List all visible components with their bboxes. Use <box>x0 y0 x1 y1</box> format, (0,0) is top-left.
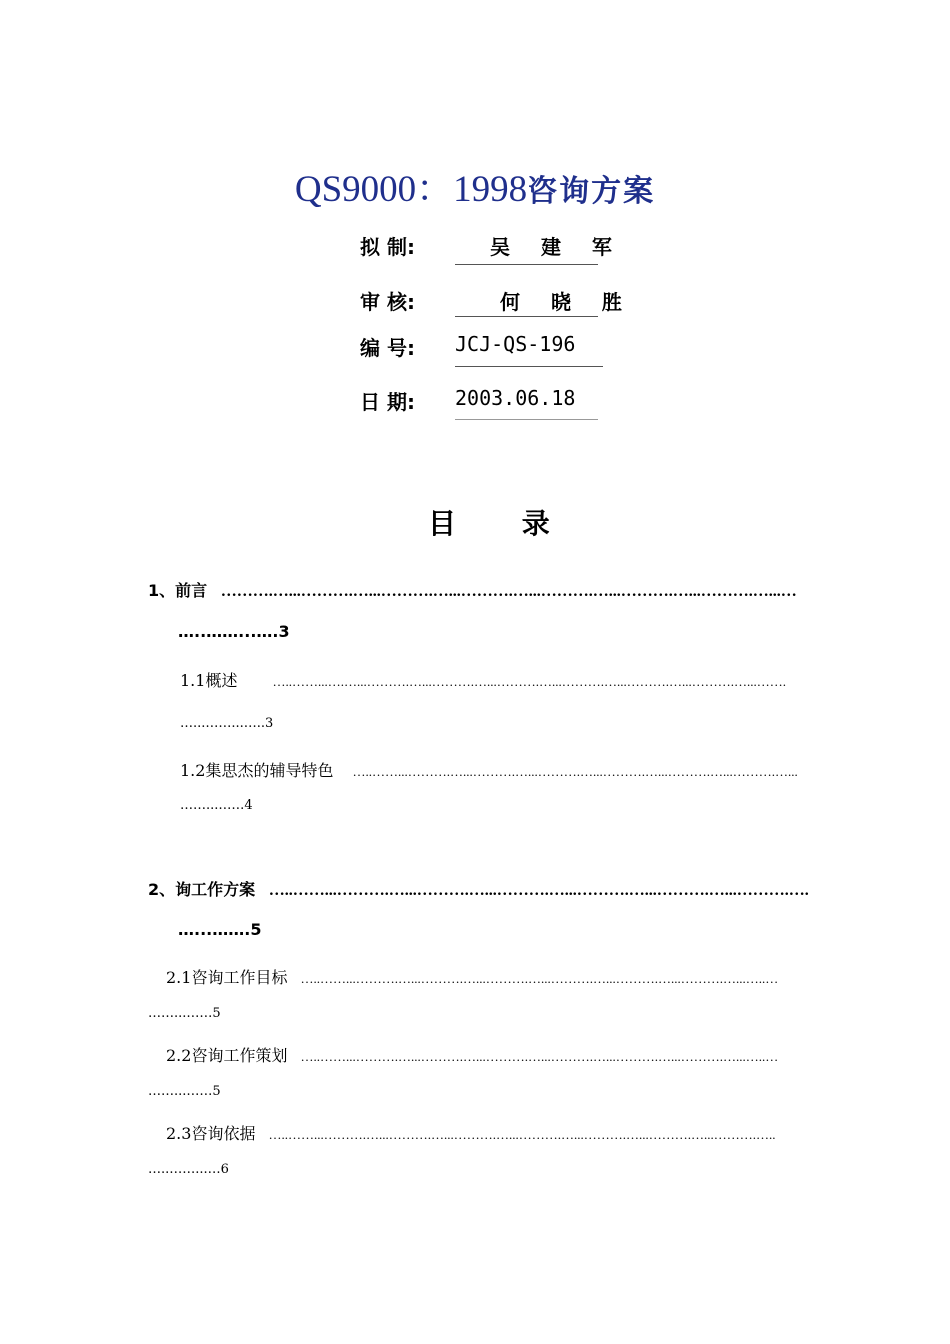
toc-entry-2-2-leader: …..……...……….…...……….…...……….…...……….…...……….…...……….…...…..… <box>300 1049 779 1064</box>
toc-entry-1[interactable] <box>148 578 797 601</box>
toc-entry-1-2-page: ……...……4 <box>180 798 253 813</box>
title-code: QS9000：1998 <box>294 169 528 210</box>
toc-entry-2-1-leader: …..……...……….…...……….…...……….…...……….…...……….…...……….…...…..… <box>300 971 779 986</box>
toc-entry-2-page: …...…….5 <box>178 920 262 939</box>
toc-entry-1-2[interactable] <box>180 758 798 781</box>
number-label: 编 号: <box>360 336 415 360</box>
toc-entry-2-1[interactable] <box>166 965 778 988</box>
toc-entry-1-2-label: 1.2集思杰的辅导特色 <box>180 761 334 780</box>
title-text: 咨询方案 <box>527 174 656 209</box>
toc-entry-1-1[interactable] <box>180 668 786 691</box>
toc-entry-2-1-label: 2.1咨询工作目标 <box>166 968 288 987</box>
toc-entry-2-2-label: 2.2咨询工作策划 <box>166 1046 288 1065</box>
toc-entry-1-page: …..……...….3 <box>178 622 290 641</box>
toc-entry-1-1-page: …...……...…..3 <box>180 716 274 731</box>
drafter-underline <box>455 264 598 265</box>
drafter-value: 吴 建 军 <box>490 235 624 259</box>
toc-entry-2-1-page: ……...……5 <box>148 1006 221 1021</box>
toc-entry-1-1-leader: …..……...….…...……….…...……….…...……….…...……….…...……….…...……….…...……. <box>272 674 787 689</box>
date-underline <box>455 419 598 420</box>
toc-entry-1-leader: ……….…...……….…...……….…...……….…...……….…...……….…...……….…...… <box>220 583 797 600</box>
date-label: 日 期: <box>360 390 415 414</box>
date-value: 2003.06.18 <box>455 386 576 410</box>
reviewer-underline <box>455 316 598 317</box>
number-value: JCJ-QS-196 <box>455 332 576 356</box>
toc-title: 目 录 <box>428 507 578 540</box>
toc-entry-2-2[interactable] <box>166 1043 778 1066</box>
toc-entry-2-3[interactable] <box>166 1121 776 1144</box>
toc-entry-2-label: 2、询工作方案 <box>148 880 256 899</box>
reviewer-label: 审 核: <box>360 290 415 314</box>
reviewer-value: 何 晓 胜 <box>500 290 634 314</box>
toc-entry-2[interactable] <box>148 877 809 900</box>
toc-entry-1-1-label: 1.1概述 <box>180 671 238 690</box>
toc-entry-2-leader: …..……...……….…...……….…...……….…...……….…...……….…...……….…. <box>268 882 809 899</box>
toc-entry-2-2-page: ……...……5 <box>148 1084 221 1099</box>
drafter-label: 拟 制: <box>360 235 415 259</box>
toc-entry-1-2-leader: …..……...……….…...……….…...……….…...……….…...……….…...……….…... <box>352 764 798 779</box>
document-title <box>0 166 950 220</box>
number-underline <box>455 366 603 367</box>
toc-entry-2-3-leader: …..……...……….…...……….…...……….…...……….…...……….…...……….…...……….….. <box>268 1127 776 1142</box>
toc-entry-2-3-label: 2.3咨询依据 <box>166 1124 256 1143</box>
toc-entry-1-label: 1、前言 <box>148 581 208 600</box>
toc-entry-2-3-page: …..……...…6 <box>148 1162 229 1177</box>
